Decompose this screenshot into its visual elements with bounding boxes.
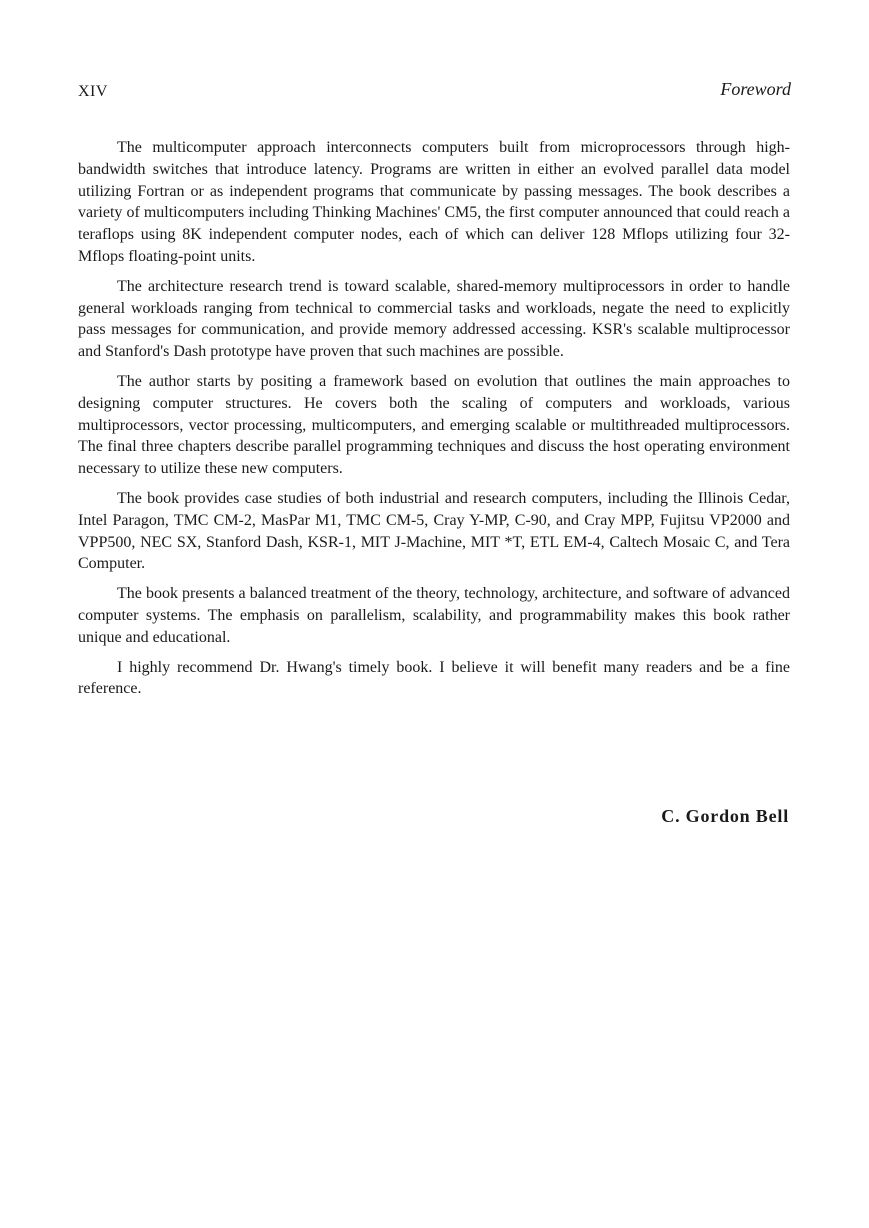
- paragraph-multicomputer: The multicomputer approach interconnects computers built from microprocessors through high-bandwidth switches that introduce latency. Programs are written in either an evolved parallel data model utilizing Fortran or as independent programs that communicate by passing messages. The book describes a variety of multicomputers including Thinking Machines' CM5, the first computer announced that could reach a teraflops using 8K independent computer nodes, each of which can deliver 128 Mflops utilizing four 32-Mflops floating-point units.: [78, 139, 790, 265]
- paragraph-recommendation: I highly recommend Dr. Hwang's timely book. I believe it will benefit many readers and be a fine reference.: [78, 658, 790, 698]
- paragraph-case-studies: The book provides case studies of both industrial and research computers, including the Illinois Cedar, Intel Paragon, TMC CM-2, MasPar M1, TMC CM-5, Cray Y-MP, C-90, and Cray MPP, Fujitsu VP2000 and VPP500, NEC SX, Stanford Dash, KSR-1, MIT J-Machine, MIT *T, ETL EM-4, Caltech Mosaic C, and Tera Computer.: [78, 489, 790, 573]
- page-number: XIV: [78, 83, 108, 100]
- author-signature: C. Gordon Bell: [661, 806, 789, 826]
- section-title: Foreword: [720, 79, 791, 99]
- paragraph-balanced-treatment: The book presents a balanced treatment of the theory, technology, architecture, and software of advanced computer systems. The emphasis on parallelism, scalability, and programmability makes this book rather unique and educational.: [78, 585, 790, 646]
- foreword-body: [78, 137, 790, 708]
- paragraph-architecture-trend: The architecture research trend is toward scalable, shared-memory multiprocessors in order to handle general workloads ranging from technical to commercial tasks and workloads, negate the need to explicitly pass messages for communication, and provide memory addressed accessing. KSR's scalable multiprocessor and Stanford's Dash prototype have proven that such machines are possible.: [78, 277, 790, 361]
- running-head: [78, 79, 791, 103]
- paragraph-author-framework: The author starts by positing a framework based on evolution that outlines the main approaches to designing computer structures. He covers both the scaling of computers and workloads, various multiprocessors, vector processing, multicomputers, and emerging scalable or multithreaded multiprocessors. The final three chapters describe parallel programming techniques and discuss the host operating environment necessary to utilize these new computers.: [78, 372, 790, 478]
